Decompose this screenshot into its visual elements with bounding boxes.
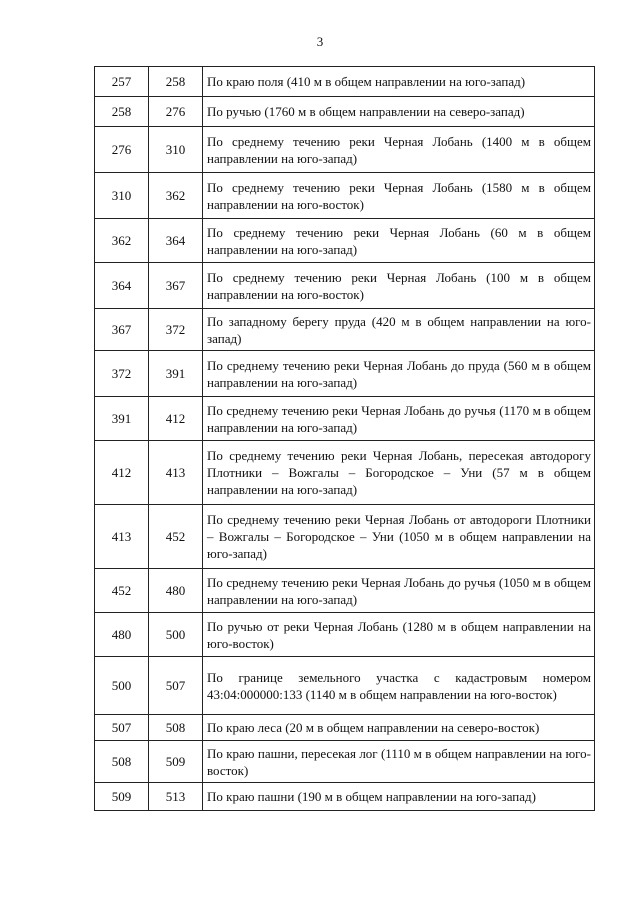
point-to: 310 [149, 127, 203, 173]
point-from: 507 [95, 715, 149, 741]
table-row [95, 173, 595, 219]
point-from: 372 [95, 351, 149, 397]
boundary-description: По среднему течению реки Черная Лобань, пересекая автодорогу Плотники – Вожгалы – Богородское – Уни (57 м в общем направлении на юго-запад) [203, 441, 595, 505]
boundary-table-body [95, 67, 595, 811]
point-from: 258 [95, 97, 149, 127]
table-row [95, 309, 595, 351]
table-row [95, 657, 595, 715]
point-from: 391 [95, 397, 149, 441]
table-row [95, 569, 595, 613]
point-from: 508 [95, 741, 149, 783]
point-from: 412 [95, 441, 149, 505]
point-to: 412 [149, 397, 203, 441]
boundary-description: По среднему течению реки Черная Лобань (60 м в общем направлении на юго-запад) [203, 219, 595, 263]
table-row [95, 741, 595, 783]
point-to: 258 [149, 67, 203, 97]
point-to: 500 [149, 613, 203, 657]
point-to: 509 [149, 741, 203, 783]
point-to: 367 [149, 263, 203, 309]
point-to: 372 [149, 309, 203, 351]
page-number: 3 [316, 34, 324, 49]
point-to: 508 [149, 715, 203, 741]
point-to: 413 [149, 441, 203, 505]
table-row [95, 441, 595, 505]
point-to: 391 [149, 351, 203, 397]
table-row [95, 397, 595, 441]
point-from: 310 [95, 173, 149, 219]
point-to: 507 [149, 657, 203, 715]
table-row [95, 613, 595, 657]
point-from: 257 [95, 67, 149, 97]
boundary-description: По среднему течению реки Черная Лобань (1400 м в общем направлении на юго-запад) [203, 127, 595, 173]
point-from: 367 [95, 309, 149, 351]
point-from: 276 [95, 127, 149, 173]
point-from: 500 [95, 657, 149, 715]
point-from: 364 [95, 263, 149, 309]
point-from: 452 [95, 569, 149, 613]
boundary-description: По краю пашни (190 м в общем направлении на юго-запад) [203, 783, 595, 811]
point-from: 509 [95, 783, 149, 811]
boundary-description: По границе земельного участка с кадастровым номером 43:04:000000:133 (1140 м в общем направлении на юго-восток) [203, 657, 595, 715]
point-from: 362 [95, 219, 149, 263]
point-from: 480 [95, 613, 149, 657]
boundary-description: По краю леса (20 м в общем направлении на северо-восток) [203, 715, 595, 741]
boundary-description: По среднему течению реки Черная Лобань до ручья (1170 м в общем направлении на юго-запад) [203, 397, 595, 441]
boundary-description: По среднему течению реки Черная Лобань до пруда (560 м в общем направлении на юго-запад) [203, 351, 595, 397]
boundary-description: По среднему течению реки Черная Лобань (100 м в общем направлении на юго-восток) [203, 263, 595, 309]
point-to: 364 [149, 219, 203, 263]
table-row [95, 783, 595, 811]
boundary-description: По среднему течению реки Черная Лобань (1580 м в общем направлении на юго-восток) [203, 173, 595, 219]
table-row [95, 97, 595, 127]
boundary-description: По ручью от реки Черная Лобань (1280 м в общем направлении на юго-восток) [203, 613, 595, 657]
boundary-description: По среднему течению реки Черная Лобань от автодороги Плотники – Вожгалы – Богородское – Уни (1050 м в общем направлении на юго-запад) [203, 505, 595, 569]
table-row [95, 127, 595, 173]
table-row [95, 263, 595, 309]
table-row [95, 219, 595, 263]
boundary-description: По краю пашни, пересекая лог (1110 м в общем направлении на юго-восток) [203, 741, 595, 783]
boundary-description: По ручью (1760 м в общем направлении на северо-запад) [203, 97, 595, 127]
table-row [95, 715, 595, 741]
point-to: 362 [149, 173, 203, 219]
boundary-table [94, 66, 595, 811]
boundary-description: По среднему течению реки Черная Лобань до ручья (1050 м в общем направлении на юго-запад) [203, 569, 595, 613]
boundary-description: По западному берегу пруда (420 м в общем направлении на юго-запад) [203, 309, 595, 351]
table-row [95, 351, 595, 397]
point-to: 513 [149, 783, 203, 811]
table-row [95, 67, 595, 97]
table-row [95, 505, 595, 569]
point-to: 452 [149, 505, 203, 569]
point-to: 480 [149, 569, 203, 613]
boundary-description: По краю поля (410 м в общем направлении на юго-запад) [203, 67, 595, 97]
point-from: 413 [95, 505, 149, 569]
point-to: 276 [149, 97, 203, 127]
